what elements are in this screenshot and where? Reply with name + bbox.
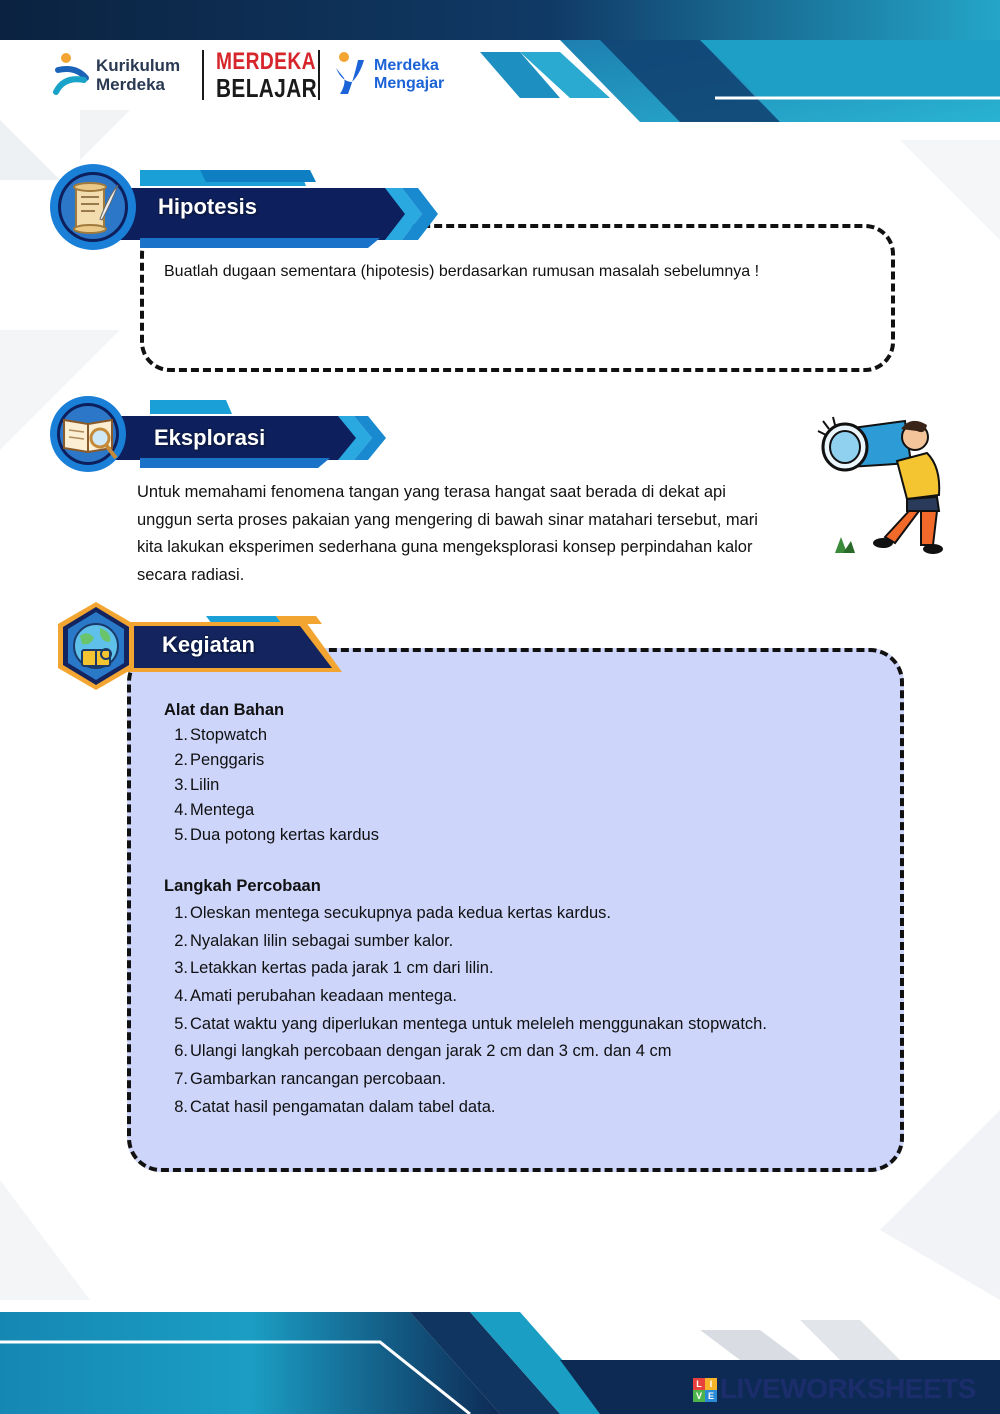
list-text: Catat waktu yang diperlukan mentega untuk meleleh menggunakan stopwatch. [190,1014,767,1033]
list-item [164,750,864,775]
list-text: Mentega [190,801,255,819]
list-item [164,930,884,958]
list-number: 2. [174,931,188,950]
list-text: Amati perubahan keadaan mentega. [190,987,457,1006]
list-number: 1. [174,726,188,744]
list-item [164,800,864,825]
kurikulum-merdeka-logo-icon [52,50,92,100]
hipotesis-prompt: Buatlah dugaan sementara (hipotesis) berdasarkan rumusan masalah sebelumnya ! [164,263,760,280]
logo-merdeka-line: MERDEKA [216,48,316,75]
list-item [164,825,864,850]
eksplorasi-title: Eksplorasi [154,425,266,450]
list-number: 5. [174,826,188,844]
list-item [164,957,884,985]
badge-letter: E [705,1390,717,1402]
liveworksheets-badge-icon [693,1378,717,1402]
badge-letter: V [693,1390,705,1402]
langkah-percobaan-heading: Langkah Percobaan [164,877,321,895]
list-text: Stopwatch [190,726,268,744]
list-text: Catat hasil pengamatan dalam tabel data. [190,1097,496,1116]
list-item [164,775,864,800]
list-number: 7. [174,1070,188,1089]
list-number: 2. [174,751,188,769]
badge-letter: L [693,1378,705,1390]
kegiatan-title: Kegiatan [162,632,255,657]
list-text: Gambarkan rancangan percobaan. [190,1070,446,1089]
list-text: Lilin [190,776,220,794]
scroll-quill-icon [68,181,120,237]
logo-kurikulum-line2: Merdeka [96,75,165,94]
list-number: 3. [174,959,188,978]
logo-divider [202,50,204,100]
eksplorasi-line: unggun serta proses pakaian yang mengering di bawah sinar matahari tersebut, mari [137,510,758,529]
list-number: 8. [174,1097,188,1116]
logo-mengajar-line2: Mengajar [374,75,445,92]
liveworksheets-brand[interactable]: LIVEWORKSHEETS [720,1373,976,1404]
list-item [164,1068,884,1096]
langkah-percobaan-list [164,902,884,1124]
merdeka-belajar-logo [216,50,316,102]
list-item [164,1013,884,1041]
logo-mengajar-line1: Merdeka [374,57,439,74]
alat-bahan-heading: Alat dan Bahan [164,701,285,719]
list-text: Oleskan mentega secukupnya pada kedua kertas kardus. [190,904,612,922]
list-number: 6. [174,1042,188,1061]
list-item [164,1096,884,1124]
list-item [164,1040,884,1068]
globe-reading-icon [66,620,126,676]
kurikulum-merdeka-logo [52,50,202,100]
list-text: Dua potong kertas kardus [190,826,379,844]
list-item [164,725,864,750]
list-text: Penggaris [190,751,265,769]
list-text: Nyalakan lilin sebagai sumber kalor. [190,931,454,950]
kid-with-binoculars-illustration [815,415,950,560]
list-number: 4. [174,987,188,1006]
eksplorasi-line: kita lakukan eksperimen sederhana guna mengeksplorasi konsep perpindahan kalor [137,538,753,556]
list-number: 1. [174,904,188,922]
merdeka-mengajar-logo [330,50,470,100]
alat-bahan-list [164,725,864,850]
list-item [164,902,884,930]
list-number: 3. [174,776,188,794]
list-item [164,985,884,1013]
list-text: Ulangi langkah percobaan dengan jarak 2 cm dan 3 cm. dan 4 cm [190,1042,672,1061]
eksplorasi-paragraph [137,479,837,589]
list-text: Letakkan kertas pada jarak 1 cm dari lilin. [190,959,494,978]
badge-letter: I [705,1378,717,1390]
logo-kurikulum-line1: Kurikulum [96,56,181,75]
eksplorasi-line: secara radiasi. [137,565,245,584]
list-number: 4. [174,801,188,819]
hipotesis-title: Hipotesis [158,194,258,219]
list-number: 5. [174,1014,188,1033]
logo-divider [318,50,320,100]
logo-belajar-line: BELAJAR [216,73,318,103]
merdeka-mengajar-logo-icon [330,50,368,100]
book-magnifier-icon [60,408,120,464]
eksplorasi-line: Untuk memahami fenomena tangan yang terasa hangat saat berada di dekat api [137,483,726,501]
